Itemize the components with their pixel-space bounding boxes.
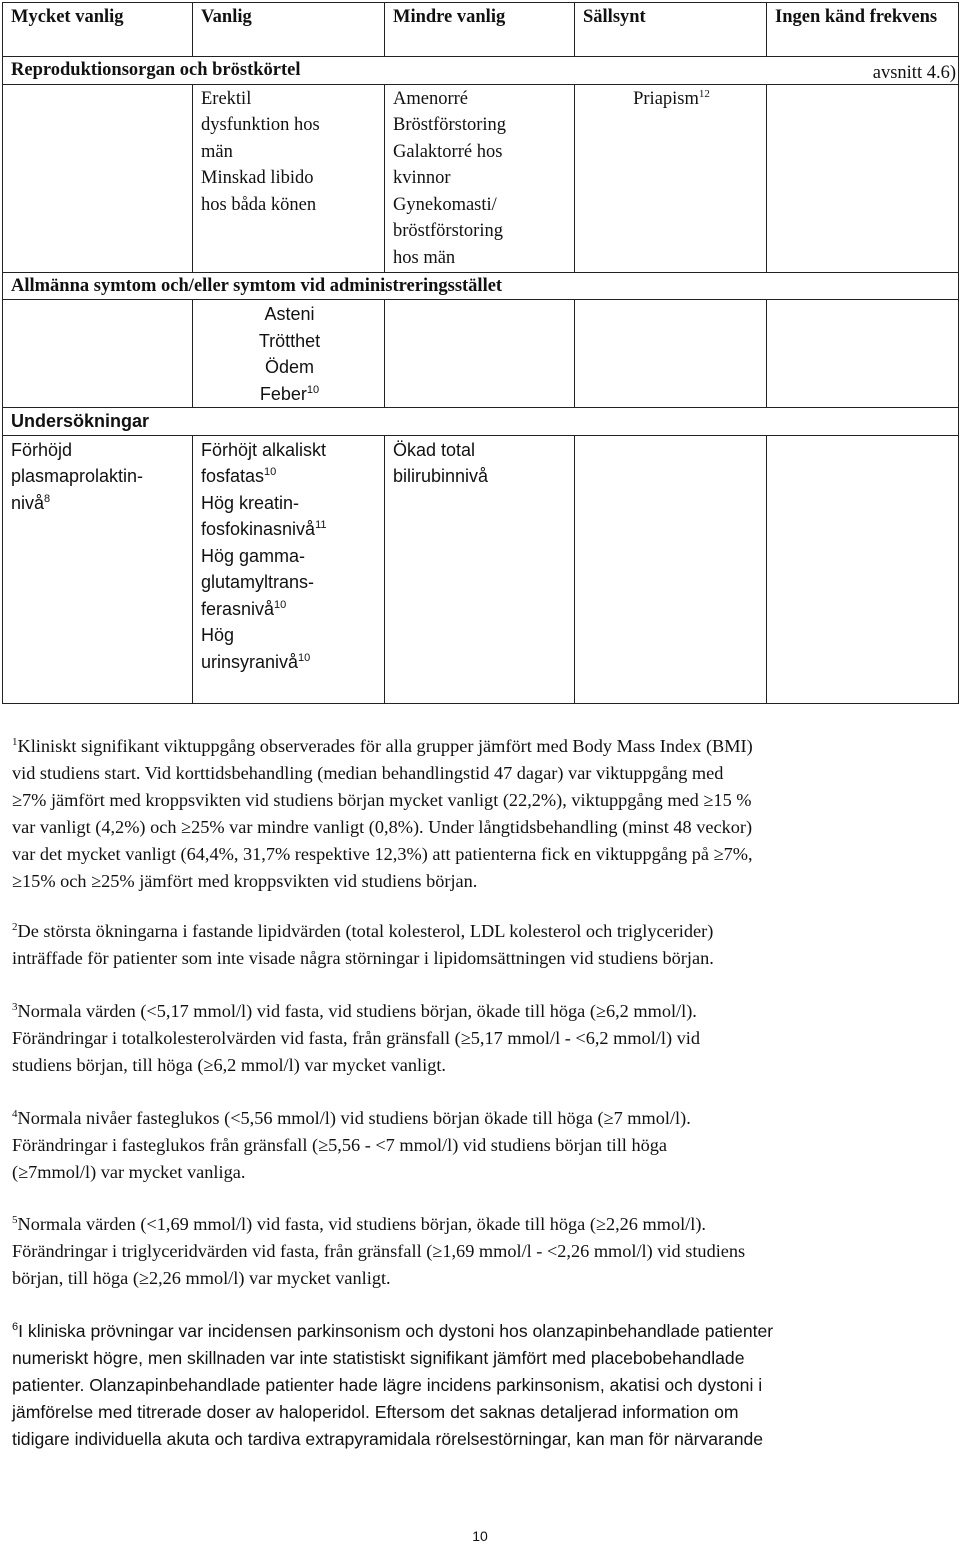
- header-vanlig: Vanlig: [193, 3, 385, 57]
- footnote-line: tidigare individuella akuta och tardiva extrapyramidala rörelsestörningar, kan man för närvarande: [12, 1429, 764, 1449]
- footnote-line: Normala värden (<5,17 mmol/l) vid fasta, vid studiens början, ökade till höga (≥6,2 mmol/l).: [17, 1001, 697, 1021]
- cell-mycket-vanlig: [3, 435, 193, 704]
- cell-line: män: [201, 141, 233, 162]
- cell-line: Ökad total: [393, 439, 476, 460]
- cell-line: bröstförstoring: [393, 221, 503, 241]
- footnote-line: ≥7% jämfört med kroppsvikten vid studiens början mycket vanligt (22,2%), viktuppgång med ≥15 %: [12, 790, 752, 810]
- header-sallsynt: Sällsynt: [575, 3, 767, 57]
- footnote-line: Förändringar i fasteglukos från gränsfall (≥5,56 - <7 mmol/l) vid studiens början till höga: [12, 1135, 667, 1155]
- cell-ingen-kand: [767, 435, 959, 704]
- feber-label: Feber: [259, 383, 307, 404]
- cell-vanlig: [193, 84, 385, 272]
- footnote-line: ≥15% och ≥25% jämfört med kroppsvikten vid studiens början.: [12, 871, 478, 891]
- footnote-line: Förändringar i triglyceridvärden vid fasta, från gränsfall (≥1,69 mmol/l - <2,26 mmol/l) vid studiens: [12, 1241, 746, 1261]
- section-title-reproduktion: Reproduktionsorgan och bröstkörtel: [3, 57, 959, 85]
- cell-sallsynt: [575, 300, 767, 408]
- cell-sallsynt: [575, 435, 767, 704]
- section-row-undersokningar: [3, 408, 959, 436]
- footnote-number: 6: [12, 1321, 19, 1334]
- footnote-line: början, till höga (≥2,26 mmol/l) var mycket vanligt.: [12, 1268, 391, 1288]
- cell-line: Asteni: [264, 304, 315, 324]
- cell-line: Amenorré: [393, 88, 468, 109]
- cell-line: [201, 516, 378, 543]
- cell-line-text: fosfatas: [201, 466, 265, 486]
- footnote-line: numeriskt högre, men skillnaden var inte statistiskt signifikant jämfört med placebobehandlade: [12, 1348, 745, 1368]
- footnote-1: [12, 733, 942, 895]
- cell-mycket-vanlig: [3, 300, 193, 408]
- cell-ingen-kand: [767, 84, 959, 272]
- cell-line-text: Hög kreatin-: [201, 492, 300, 513]
- cell-line: [201, 596, 378, 623]
- cell-line: [201, 543, 378, 570]
- table-row-reproduktion: [3, 84, 959, 272]
- footnote-line: Normala värden (<1,69 mmol/l) vid fasta, vid studiens början, ökade till höga (≥2,26 mmol/l).: [17, 1214, 706, 1234]
- cell-line-text: glutamyltrans-: [201, 572, 315, 592]
- footnote-number: 3: [12, 1000, 18, 1013]
- footnote-line: Kliniskt signifikant viktuppgång observerades för alla grupper jämfört med Body Mass Index (BMI): [17, 736, 753, 756]
- footnote-line: vid studiens start. Vid korttidsbehandling (median behandlingstid 47 dagar) var viktuppgång med: [12, 763, 724, 783]
- footnote-ref: 8: [44, 492, 51, 505]
- footnote-ref: 10: [264, 466, 277, 478]
- footnote-line: var vanligt (4,2%) och ≥25% var mindre vanligt (0,8%). Under långtidsbehandling (minst 48 veckor): [12, 817, 753, 837]
- footnote-ref: 12: [698, 87, 710, 100]
- table-header-row: [3, 3, 959, 57]
- cell-line-text: Hög: [201, 625, 235, 645]
- cell-line: [11, 490, 186, 517]
- footnote-line: patienter. Olanzapinbehandlade patienter hade lägre incidens parkinsonism, akatisi och dystoni i: [12, 1375, 763, 1395]
- table-row-undersokningar: [3, 435, 959, 704]
- cell-line: plasmaprolaktin-: [11, 466, 144, 486]
- footnote-number: 2: [12, 920, 18, 933]
- footnote-line: inträffade för patienter som inte visade några störningar i lipidomsättningen vid studiens början.: [12, 948, 714, 968]
- cell-line-text: ferasnivå: [201, 598, 275, 619]
- footnote-line: De största ökningarna i fastande lipidvärden (total kolesterol, LDL kolesterol och triglycerider): [17, 921, 714, 941]
- footnote-ref: 11: [315, 519, 327, 531]
- cell-line: Erektil: [201, 88, 252, 109]
- cell-line: Ödem: [264, 357, 315, 377]
- footnote-number: 1: [12, 735, 18, 748]
- priapism-label: Priapism: [633, 88, 699, 109]
- cell-line: Förhöjd: [11, 439, 73, 460]
- footnote-line: (≥7mmol/l) var mycket vanliga.: [12, 1162, 246, 1182]
- footnote-line: var det mycket vanligt (64,4%, 31,7% respektive 12,3%) att patienterna fick en viktuppgång på ≥7%,: [12, 844, 753, 864]
- cell-line: kvinnor: [393, 168, 451, 188]
- cell-line-text: Förhöjt alkaliskt: [201, 439, 327, 460]
- cell-line-text: urinsyranivå: [201, 651, 299, 672]
- footnote-line: studiens början, till höga (≥6,2 mmol/l) var mycket vanligt.: [12, 1055, 446, 1075]
- footnote-number: 4: [12, 1107, 18, 1120]
- cell-line: [201, 381, 378, 408]
- cell-sallsynt: [575, 84, 767, 272]
- cell-line: Bröstförstoring: [393, 115, 507, 135]
- cell-line: bilirubinnivå: [393, 466, 489, 486]
- footnote-line: I kliniska prövningar var incidensen parkinsonism och dystoni hos olanzapinbehandlade patienter: [18, 1321, 774, 1341]
- cell-line: dysfunktion hos: [201, 115, 320, 135]
- footnote-line: Normala nivåer fasteglukos (<5,56 mmol/l) vid studiens början ökade till höga (≥7 mmol/l).: [17, 1108, 691, 1128]
- footnote-number: 5: [12, 1213, 18, 1226]
- footnote-line: jämförelse med titrerade doser av haloperidol. Eftersom det saknas detaljerad information om: [12, 1402, 739, 1422]
- cell-line: [201, 622, 378, 649]
- cell-line-text: Hög gamma-: [201, 545, 306, 566]
- table-row-allmanna: [3, 300, 959, 408]
- cell-line: [201, 437, 378, 464]
- cell-line: Gynekomasti/: [393, 194, 497, 215]
- cell-line: hos män: [393, 247, 456, 268]
- cell-line: hos båda könen: [201, 194, 317, 215]
- niva-label: nivå: [11, 492, 45, 513]
- section-row-allmanna: [3, 272, 959, 300]
- cell-mindre-vanlig: [385, 300, 575, 408]
- cell-mycket-vanlig: [3, 84, 193, 272]
- cell-line: [201, 569, 378, 596]
- section-title-allmanna: Allmänna symtom och/eller symtom vid administreringsstället: [3, 272, 959, 300]
- header-ingen-kand-frekvens: [767, 3, 959, 57]
- cell-vanlig: [193, 435, 385, 704]
- footnote-6: [12, 1318, 942, 1453]
- footnote-ref: 10: [274, 598, 287, 611]
- cell-line: [201, 463, 378, 490]
- cell-line: Trötthet: [258, 330, 321, 351]
- cell-line-text: fosfokinasnivå: [201, 519, 316, 539]
- cell-line: Minskad libido: [201, 168, 314, 188]
- footnote-3: [12, 998, 942, 1079]
- section-row-reproduktion: [3, 57, 959, 85]
- footnote-ref: 10: [298, 651, 311, 664]
- footnote-2: [12, 918, 942, 972]
- cell-line: Galaktorré hos: [393, 141, 503, 162]
- page-number: 10: [472, 1528, 488, 1544]
- footnote-5: [12, 1211, 942, 1292]
- adverse-reactions-table: [2, 2, 959, 704]
- header-mindre-vanlig: Mindre vanlig: [385, 3, 575, 57]
- header-mycket-vanlig: Mycket vanlig: [3, 3, 193, 57]
- cell-line: [201, 490, 378, 517]
- cell-mindre-vanlig: [385, 435, 575, 704]
- footnote-ref: 10: [306, 383, 320, 396]
- cell-ingen-kand: [767, 300, 959, 408]
- header-note: avsnitt 4.6): [872, 63, 956, 83]
- header-ingen-kand-frekvens-label: Ingen känd frekvens: [775, 7, 938, 27]
- cell-line: [201, 649, 378, 676]
- cell-vanlig: [193, 300, 385, 408]
- cell-mindre-vanlig: [385, 84, 575, 272]
- section-title-undersokningar: Undersökningar: [3, 408, 959, 436]
- footnote-4: [12, 1105, 942, 1186]
- footnote-line: Förändringar i totalkolesterolvärden vid fasta, från gränsfall (≥5,17 mmol/l - <6,2 mmol/l) vid: [12, 1028, 700, 1048]
